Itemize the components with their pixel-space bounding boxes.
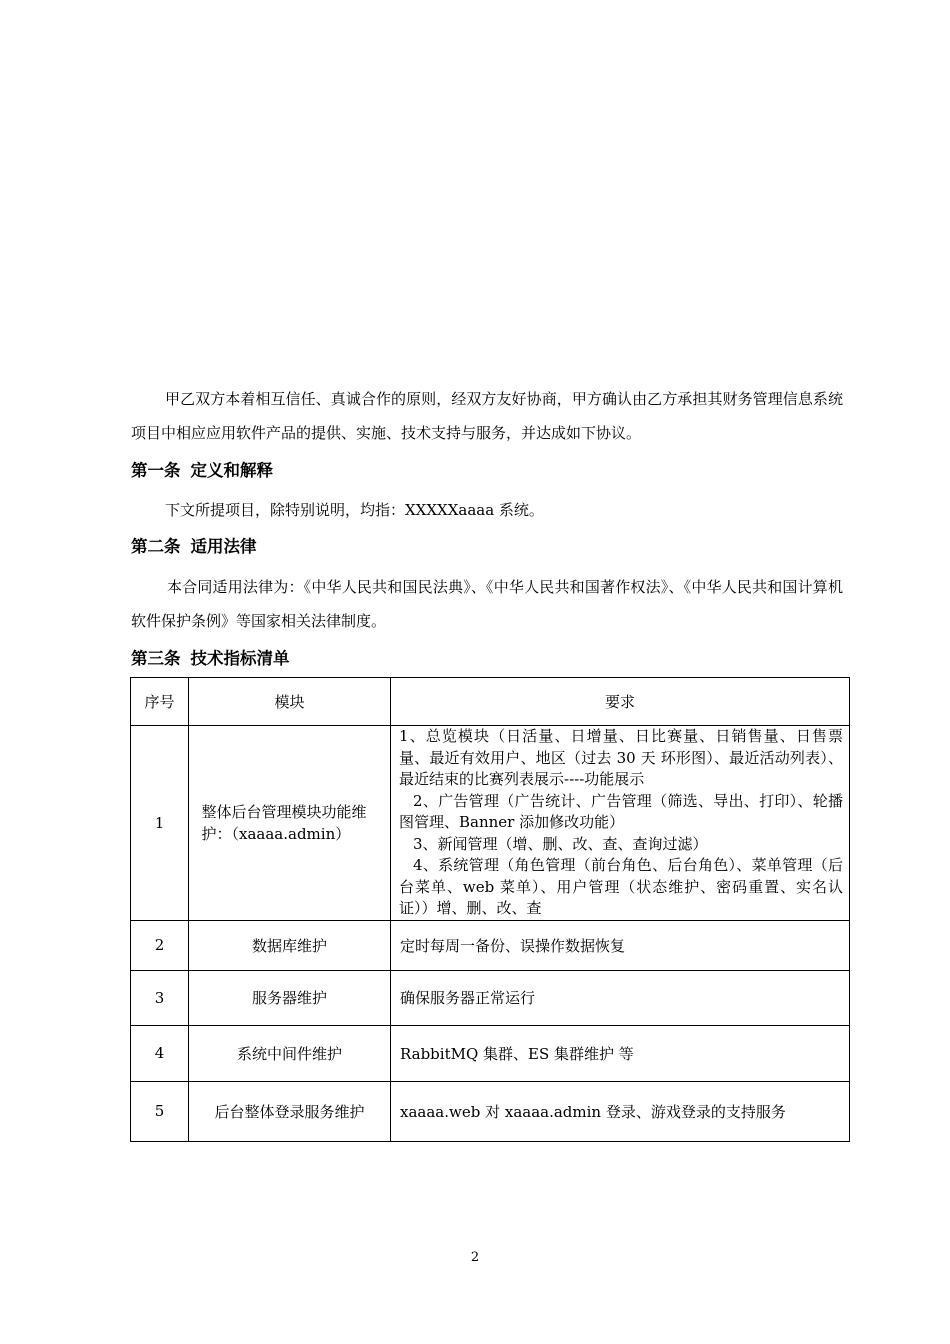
- row-number: 1: [131, 726, 189, 921]
- header-module: 模块: [189, 678, 391, 726]
- section-1-heading: [131, 460, 273, 482]
- row-module: 数据库维护: [189, 920, 391, 970]
- row-module: 服务器维护: [189, 970, 391, 1025]
- table-row: [131, 726, 850, 921]
- header-no: 序号: [131, 678, 189, 726]
- section-3-title: 技术指标清单: [190, 649, 290, 668]
- row-requirement: [391, 726, 850, 921]
- row-number: 3: [131, 970, 189, 1025]
- row-number: 4: [131, 1025, 189, 1081]
- header-requirement: 要求: [391, 678, 850, 726]
- table-header-row: [131, 678, 850, 726]
- row-module: 系统中间件维护: [189, 1025, 391, 1081]
- section-2-text: 本合同适用法律为：《中华人民共和国民法典》、《中华人民共和国著作权法》、《中华人民共和国计算机软件保护条例》等国家相关法律制度。: [131, 578, 843, 630]
- row-number: 2: [131, 920, 189, 970]
- requirement-item: 4、系统管理（角色管理（前台角色、后台角色）、菜单管理（后台菜单、web 菜单）、用户管理（状态维护、密码重置、实名认证））增、删、改、查: [399, 856, 843, 917]
- table-row: [131, 970, 850, 1025]
- requirement-item: 3、新闻管理（增、删、改、查、查询过滤）: [413, 834, 708, 853]
- section-1-title: 定义和解释: [190, 461, 273, 480]
- table-row: [131, 1025, 850, 1081]
- row-number: 5: [131, 1081, 189, 1141]
- requirement-item: 1、总览模块（日活量、日增量、日比赛量、日销售量、日售票量、最近有效用户、地区（过去 30 天 环形图）、最近活动列表）、最近结束的比赛列表展示----功能展示: [399, 727, 843, 788]
- row-module-text: 整体后台管理模块功能维护：（xaaaa.admin）: [201, 802, 367, 843]
- table-row: [131, 1081, 850, 1141]
- section-3-heading: [131, 648, 290, 670]
- requirement-item: 2、广告管理（广告统计、广告管理（筛选、导出、打印）、轮播图管理、Banner 添加修改功能）: [399, 791, 843, 831]
- intro-paragraph: 甲乙双方本着相互信任、真诚合作的原则，经双方友好协商，甲方确认由乙方承担其财务管理信息系统项目中相应应用软件产品的提供、实施、技术支持与服务，并达成如下协议。: [131, 390, 843, 442]
- row-requirement: xaaaa.web 对 xaaaa.admin 登录、游戏登录的支持服务: [391, 1081, 850, 1141]
- row-requirement: RabbitMQ 集群、ES 集群维护 等: [391, 1025, 850, 1081]
- section-3-number: 第三条: [131, 649, 181, 668]
- section-2-number: 第二条: [131, 537, 181, 556]
- row-module: [189, 726, 391, 921]
- table-row: [131, 920, 850, 970]
- section-1-text: 下文所提项目，除特别说明，均指：XXXXXaaaa 系统。: [165, 501, 544, 519]
- section-2-heading: [131, 536, 257, 558]
- tech-spec-table: [130, 677, 850, 1142]
- section-1-number: 第一条: [131, 461, 181, 480]
- page-number: 2: [470, 1250, 480, 1265]
- row-requirement: 定时每周一备份、误操作数据恢复: [391, 920, 850, 970]
- row-requirement: 确保服务器正常运行: [391, 970, 850, 1025]
- section-2-title: 适用法律: [190, 537, 257, 556]
- row-module: 后台整体登录服务维护: [189, 1081, 391, 1141]
